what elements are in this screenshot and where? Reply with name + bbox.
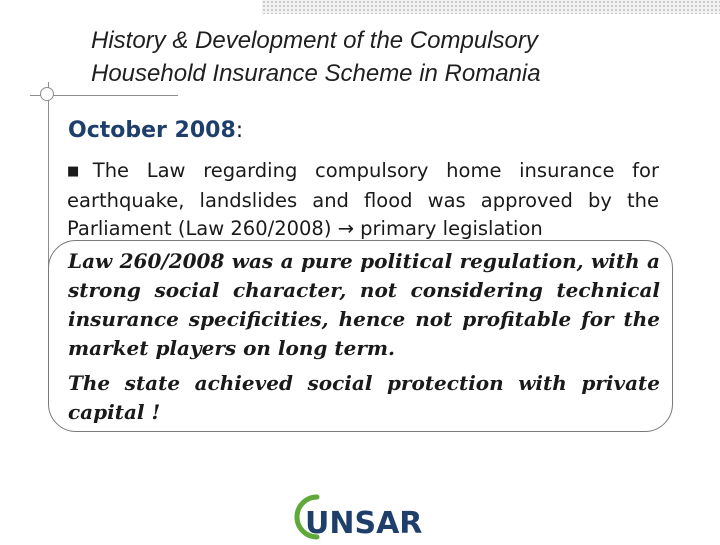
unsar-logo-graphic [291,493,431,541]
title-line-2: Household Insurance Scheme in Romania [91,60,541,87]
callout-paragraph-1: Law 260/2008 was a pure political regulation, with a strong social character, not considering technical insurance specificities, hence not profitable for the market players on long term. [68,249,660,360]
svg-text:UNSAR: UNSAR [305,506,423,541]
callout-text [68,247,660,427]
crosshair-vertical-line [48,82,49,267]
bullet-paragraph [67,157,659,244]
section-heading [68,118,243,143]
crosshair-circle-icon [40,87,54,101]
heading-colon: : [235,118,244,143]
title-line-1: History & Development of the Compulsory [91,27,538,54]
callout-paragraph-2: The state achieved social protection with private capital ! [68,371,660,424]
slide-title [91,24,691,90]
heading-date: October 2008 [68,118,236,143]
bullet-text: The Law regarding compulsory home insurance for earthquake, landslides and flood was approved by the Parliament (Law 260/2008) → primary legislation [67,159,659,240]
unsar-logo [291,493,431,541]
top-dot-pattern [262,0,720,14]
square-bullet-icon: ■ [67,164,91,179]
